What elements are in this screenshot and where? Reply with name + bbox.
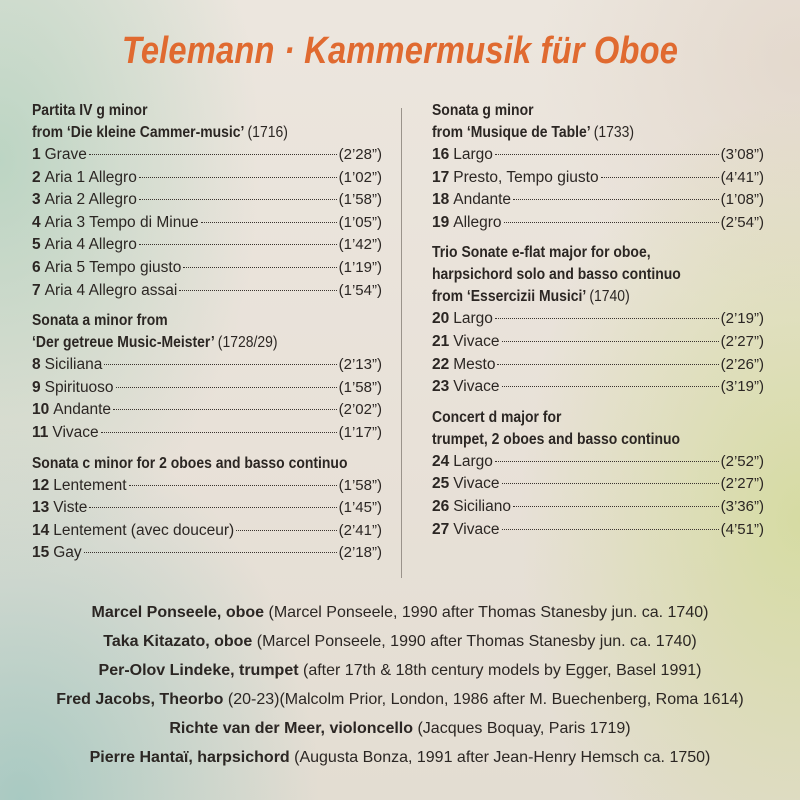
work-title: Sonata c minor for 2 oboes and basso continuo <box>32 454 348 472</box>
dot-leader <box>495 318 719 319</box>
work-year: (1733) <box>593 124 635 141</box>
track-row <box>432 308 764 331</box>
track-number: 15 <box>32 544 50 562</box>
work-heading <box>32 310 347 332</box>
work-heading <box>432 100 731 122</box>
performer-name: Fred Jacobs, Theorbo <box>56 691 224 708</box>
work-section <box>32 310 382 444</box>
track-title: Aria 1 Allegro <box>44 168 137 186</box>
track-title: Gay <box>53 544 82 562</box>
dot-leader <box>601 177 719 178</box>
track-row <box>32 475 382 498</box>
track-duration: (2’02”) <box>338 401 382 419</box>
dot-leader <box>139 244 337 245</box>
instrument-detail: (after 17th & 18th century models by Egger, Basel 1991) <box>298 662 702 679</box>
track-row <box>32 189 382 212</box>
track-row <box>432 212 764 235</box>
work-heading <box>432 429 731 451</box>
track-number: 13 <box>32 499 50 517</box>
credit-line <box>0 714 800 743</box>
track-duration: (2’52”) <box>720 452 764 470</box>
track-title: Grave <box>44 146 87 163</box>
track-number: 14 <box>32 521 50 539</box>
work-section <box>432 242 764 398</box>
dot-leader <box>504 222 719 223</box>
dot-leader <box>101 432 337 433</box>
track-number: 2 <box>32 168 41 186</box>
track-duration: (4’51”) <box>720 520 764 538</box>
track-title: Allegro <box>453 213 502 231</box>
dot-leader <box>513 506 719 507</box>
credit-line <box>0 656 800 685</box>
track-row <box>432 496 764 519</box>
track-title: Vivace <box>453 520 500 538</box>
track-number: 22 <box>432 355 450 373</box>
work-heading <box>32 453 347 475</box>
track-row <box>32 212 382 235</box>
column-divider <box>401 108 402 578</box>
track-duration: (2’28”) <box>338 146 382 163</box>
track-duration: (3’19”) <box>720 378 764 396</box>
track-title: Vivace <box>453 378 500 396</box>
track-row <box>32 377 382 400</box>
work-heading <box>432 122 731 144</box>
track-row <box>32 497 382 520</box>
dot-leader <box>201 222 337 223</box>
track-number: 18 <box>432 191 450 209</box>
dot-leader <box>502 386 719 387</box>
performer-name: Taka Kitazato, oboe <box>103 633 253 650</box>
album-title: Telemann · Kammermusik für Oboe <box>121 30 679 72</box>
dot-leader <box>113 409 337 410</box>
credit-line <box>0 743 800 772</box>
track-duration: (2’27”) <box>720 332 764 350</box>
work-section <box>432 100 764 234</box>
work-heading <box>432 264 731 286</box>
tracklist-left-column <box>32 100 382 573</box>
track-number: 23 <box>432 378 450 396</box>
track-row <box>432 376 764 399</box>
work-title: harpsichord solo and basso continuo <box>432 266 681 284</box>
work-year: (1716) <box>247 124 288 141</box>
performer-name: Pierre Hantaï, harpsichord <box>89 749 290 766</box>
work-heading <box>432 242 731 264</box>
track-duration: (2’54”) <box>720 213 764 231</box>
track-title: Mesto <box>453 355 496 373</box>
track-duration: (1’45”) <box>338 499 382 517</box>
work-heading <box>32 100 347 122</box>
dot-leader <box>495 461 719 462</box>
track-row <box>432 451 764 474</box>
track-duration: (3’36”) <box>720 497 764 515</box>
instrument-detail: (Augusta Bonza, 1991 after Jean-Henry Hemsch ca. 1750) <box>289 749 711 766</box>
work-year: (1728/29) <box>217 334 278 352</box>
performer-name: Marcel Ponseele, oboe <box>91 604 265 621</box>
track-title: Andante <box>453 191 511 209</box>
track-duration: (1’08”) <box>720 191 764 209</box>
dot-leader <box>139 177 337 178</box>
performer-name: Per-Olov Lindeke, trumpet <box>98 662 299 679</box>
track-title: Aria 5 Tempo giusto <box>44 258 182 276</box>
track-duration: (1’42”) <box>338 236 382 254</box>
dot-leader <box>116 387 337 388</box>
work-section <box>32 100 382 302</box>
work-title: Sonata a minor from <box>32 312 168 330</box>
performer-name: Richte van der Meer, violoncello <box>169 720 414 737</box>
track-duration: (2’41”) <box>338 521 382 539</box>
track-title: Vivace <box>52 423 99 441</box>
work-title: Trio Sonate e-flat major for oboe, <box>432 244 651 262</box>
track-title: Largo <box>453 146 493 163</box>
track-number: 8 <box>32 356 41 374</box>
track-number: 16 <box>432 146 450 163</box>
track-row <box>32 167 382 190</box>
work-title: ‘Der getreue Music-Meister’ <box>32 334 218 352</box>
track-duration: (2’27”) <box>720 475 764 493</box>
dot-leader <box>129 485 337 486</box>
track-duration: (1’58”) <box>338 476 382 494</box>
dot-leader <box>84 552 337 553</box>
track-number: 20 <box>432 310 450 328</box>
dot-leader <box>183 267 336 268</box>
track-number: 9 <box>32 378 41 396</box>
work-title: Concert d major for <box>432 408 562 426</box>
track-duration: (1’58”) <box>338 191 382 209</box>
track-row <box>32 542 382 565</box>
track-number: 24 <box>432 452 450 470</box>
work-heading <box>32 332 347 354</box>
track-number: 10 <box>32 401 50 419</box>
dot-leader <box>497 364 718 365</box>
work-heading <box>432 286 731 308</box>
track-duration: (3’08”) <box>720 146 764 163</box>
track-row <box>32 520 382 543</box>
dot-leader <box>502 483 719 484</box>
work-heading <box>32 122 347 144</box>
instrument-detail: (Marcel Ponseele, 1990 after Thomas Stanesby jun. ca. 1740) <box>264 604 709 621</box>
track-duration: (2’18”) <box>338 544 382 562</box>
track-number: 1 <box>32 146 41 163</box>
track-row <box>432 473 764 496</box>
track-title: Lentement (avec douceur) <box>53 521 235 539</box>
track-duration: (4’41”) <box>720 168 764 186</box>
track-number: 3 <box>32 191 41 209</box>
track-row <box>432 189 764 212</box>
dot-leader <box>513 199 719 200</box>
track-number: 7 <box>32 281 41 299</box>
instrument-detail: (20-23)(Malcolm Prior, London, 1986 after M. Buechenberg, Roma 1614) <box>223 691 744 708</box>
dot-leader <box>179 290 336 291</box>
credit-line <box>0 627 800 656</box>
tracklist-right-column <box>432 100 764 549</box>
track-duration: (2’26”) <box>720 355 764 373</box>
track-number: 25 <box>432 475 450 493</box>
work-section <box>32 453 382 565</box>
track-duration: (1’05”) <box>338 213 382 231</box>
work-title: from ‘Essercizii Musici’ <box>432 288 590 306</box>
track-title: Aria 4 Allegro assai <box>44 281 178 299</box>
work-heading <box>432 407 731 429</box>
track-duration: (1’54”) <box>338 281 382 299</box>
instrument-detail: (Marcel Ponseele, 1990 after Thomas Stanesby jun. ca. 1740) <box>252 633 697 650</box>
track-row <box>432 144 764 167</box>
work-title: trumpet, 2 oboes and basso continuo <box>432 430 681 448</box>
track-title: Lentement <box>53 476 127 494</box>
track-row <box>32 354 382 377</box>
dot-leader <box>502 529 719 530</box>
credit-line <box>0 598 800 627</box>
track-title: Vivace <box>453 332 500 350</box>
track-duration: (1’17”) <box>338 423 382 441</box>
track-title: Spirituoso <box>44 378 114 396</box>
instrument-detail: (Jacques Boquay, Paris 1719) <box>413 720 631 737</box>
dot-leader <box>89 154 337 155</box>
track-number: 27 <box>432 520 450 538</box>
track-title: Siciliano <box>453 497 511 515</box>
track-title: Largo <box>453 452 493 470</box>
track-duration: (2’13”) <box>338 356 382 374</box>
dot-leader <box>104 364 336 365</box>
track-number: 17 <box>432 168 450 186</box>
track-title: Aria 3 Tempo di Minue <box>44 213 199 231</box>
track-title: Aria 2 Allegro <box>44 191 137 209</box>
track-duration: (1’58”) <box>338 378 382 396</box>
track-number: 12 <box>32 476 50 494</box>
track-duration: (1’19”) <box>338 258 382 276</box>
track-title: Presto, Tempo giusto <box>453 168 599 186</box>
track-number: 6 <box>32 258 41 276</box>
track-row <box>32 280 382 303</box>
track-title: Largo <box>453 310 493 328</box>
track-title: Vivace <box>453 475 500 493</box>
track-title: Viste <box>53 499 88 517</box>
track-number: 19 <box>432 213 450 231</box>
track-duration: (2’19”) <box>720 310 764 328</box>
work-title: from ‘Musique de Table’ <box>432 124 594 141</box>
track-number: 5 <box>32 236 41 254</box>
track-number: 11 <box>32 423 49 441</box>
dot-leader <box>495 154 719 155</box>
dot-leader <box>502 341 719 342</box>
track-title: Andante <box>53 401 111 419</box>
track-title: Siciliana <box>44 356 103 374</box>
performer-credits <box>0 598 800 772</box>
dot-leader <box>139 199 337 200</box>
track-row <box>432 331 764 354</box>
dot-leader <box>236 530 336 531</box>
credit-line <box>0 685 800 714</box>
track-row <box>432 519 764 542</box>
track-row <box>432 167 764 190</box>
work-year: (1740) <box>589 288 630 306</box>
track-row <box>32 399 382 422</box>
track-row <box>32 257 382 280</box>
dot-leader <box>89 507 336 508</box>
track-row <box>32 234 382 257</box>
work-section <box>432 407 764 541</box>
track-number: 21 <box>432 332 450 350</box>
work-title: Partita IV g minor <box>32 102 148 119</box>
track-row <box>32 144 382 167</box>
track-row <box>432 354 764 377</box>
work-title: from ‘Die kleine Cammer-music’ <box>32 124 248 141</box>
track-row <box>32 422 382 445</box>
track-number: 26 <box>432 497 450 515</box>
track-title: Aria 4 Allegro <box>44 236 137 254</box>
work-title: Sonata g minor <box>432 102 534 119</box>
track-number: 4 <box>32 213 41 231</box>
track-duration: (1’02”) <box>338 168 382 186</box>
